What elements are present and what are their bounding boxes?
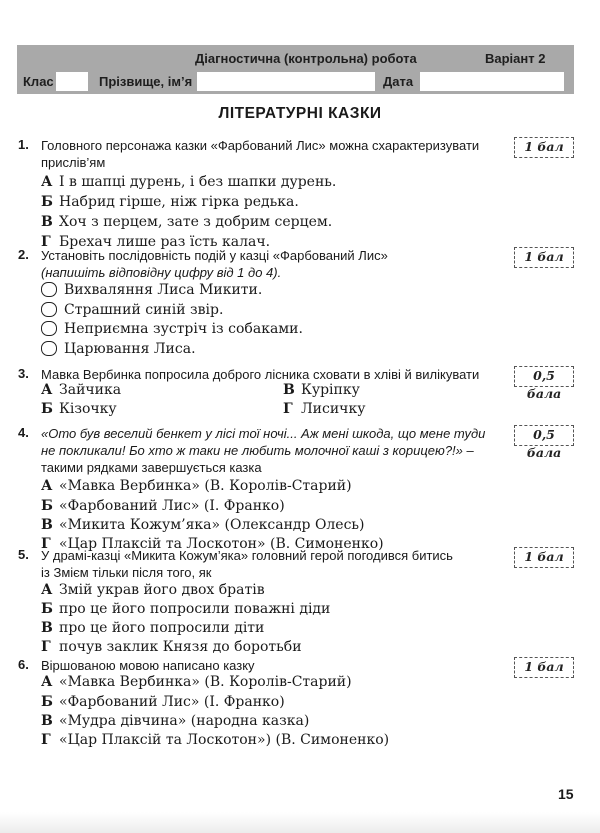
question-text xyxy=(41,547,491,581)
question-number: 1. xyxy=(18,137,29,152)
option-text: «Цар Плаксій та Лоскотон» (В. Симоненко) xyxy=(59,536,384,552)
question-text xyxy=(41,425,491,476)
question-quote-line: «Ото був веселий бенкет у лісі тої ночі... Аж мені шкода, що мене туди xyxy=(41,426,486,441)
name-field[interactable] xyxy=(197,72,375,91)
option-text: Змій украв його двох братів xyxy=(59,582,265,598)
option-letter: В xyxy=(41,214,53,230)
option-b[interactable] xyxy=(41,600,330,619)
option-letter: Г xyxy=(41,639,51,655)
question-text-line: із Змієм тільки після того, як xyxy=(41,565,212,580)
name-label: Прізвище, ім’я xyxy=(99,74,193,89)
page-heading: ЛІТЕРАТУРНІ КАЗКИ xyxy=(218,105,382,122)
sequence-text: Неприємна зустріч із собаками. xyxy=(64,321,303,337)
sequence-item xyxy=(41,281,262,300)
question-text xyxy=(41,137,491,171)
option-letter: Г xyxy=(41,536,51,552)
option-text: «Мавка Вербинка» (В. Королів-Старий) xyxy=(59,478,352,494)
option-h[interactable] xyxy=(41,638,302,657)
question-number: 5. xyxy=(18,547,29,562)
answer-circle-field[interactable] xyxy=(41,341,57,356)
option-letter: А xyxy=(41,674,53,690)
option-letter: А xyxy=(41,478,53,494)
work-title: Діагностична (контрольна) робота xyxy=(195,51,417,66)
sequence-text: Страшний синій звір. xyxy=(64,302,224,318)
option-letter: В xyxy=(41,620,53,636)
option-text: Куріпку xyxy=(301,382,360,398)
option-text: «Мудра дівчина» (народна казка) xyxy=(59,713,310,729)
question-text-line: Головного персонажа казки «Фарбований Лис» можна схарактеризувати xyxy=(41,138,480,153)
option-text: «Микита Кожум’яка» (Олександр Олесь) xyxy=(59,517,365,533)
option-letter: Б xyxy=(41,401,53,417)
option-h[interactable] xyxy=(41,731,389,750)
option-text: Зайчика xyxy=(59,382,122,398)
option-letter: Г xyxy=(41,234,51,250)
option-text: Набрид гірше, ніж гірка редька. xyxy=(59,194,299,210)
option-letter: Б xyxy=(41,601,53,617)
score-box: 0,5 бала xyxy=(514,366,574,387)
class-label: Клас xyxy=(23,74,54,89)
sequence-text: Царювання Лиса. xyxy=(64,341,196,357)
option-text: почув заклик Князя до боротьби xyxy=(59,639,302,655)
option-letter: Г xyxy=(283,401,293,417)
option-text: І в шапці дурень, і без шапки дурень. xyxy=(59,174,337,190)
option-letter: Б xyxy=(41,194,53,210)
option-a[interactable] xyxy=(41,381,121,400)
option-v[interactable] xyxy=(41,516,365,535)
option-a[interactable] xyxy=(41,173,336,192)
variant-label: Варіант 2 xyxy=(485,51,546,66)
option-text: «Мавка Вербинка» (В. Королів-Старий) xyxy=(59,674,352,690)
option-v[interactable] xyxy=(41,213,332,232)
score-box: 1 бал xyxy=(514,137,574,158)
option-h[interactable] xyxy=(283,400,365,419)
answer-circle-field[interactable] xyxy=(41,282,57,297)
score-box: 1 бал xyxy=(514,247,574,268)
question-text-line: прислів’ям xyxy=(41,155,106,170)
sequence-item xyxy=(41,340,196,359)
question-text-line: У драмі-казці «Микита Кожум’яка» головний герой погодився битись xyxy=(41,548,453,563)
answer-circle-field[interactable] xyxy=(41,321,57,336)
question-number: 6. xyxy=(18,657,29,672)
option-letter: А xyxy=(41,382,53,398)
question-instruction: (напишіть відповідну цифру від 1 до 4). xyxy=(41,265,282,280)
sequence-item xyxy=(41,301,223,320)
question-text-line: Мавка Вербинка попросила доброго лісника сховати в хліві й вилікувати xyxy=(41,367,480,382)
question-text-line: такими рядками завершується казка xyxy=(41,460,262,475)
option-text: Брехач лише раз їсть калач. xyxy=(59,234,271,250)
option-text: «Цар Плаксій та Лоскотон») (В. Симоненко) xyxy=(59,732,390,748)
option-text: Кізочку xyxy=(59,401,117,417)
question-number: 2. xyxy=(18,247,29,262)
question-text-line: Віршованою мовою написано казку xyxy=(41,658,255,673)
option-b[interactable] xyxy=(41,193,299,212)
class-field[interactable] xyxy=(56,72,88,91)
option-a[interactable] xyxy=(41,673,352,692)
option-letter: Б xyxy=(41,694,53,710)
option-letter: В xyxy=(283,382,295,398)
question-number: 4. xyxy=(18,425,29,440)
option-b[interactable] xyxy=(41,400,117,419)
question-number: 3. xyxy=(18,366,29,381)
header-band xyxy=(17,45,574,94)
option-letter: В xyxy=(41,517,53,533)
question-text xyxy=(41,657,491,674)
option-v[interactable] xyxy=(41,712,309,731)
option-text: про це його попросили поважні діди xyxy=(59,601,331,617)
score-box: 0,5 бала xyxy=(514,425,574,446)
score-box: 1 бал xyxy=(514,657,574,678)
question-quote-line: не покликали! Бо хто ж таки не любить молочної каші з корицею?!» – xyxy=(41,443,474,458)
scan-edge xyxy=(0,812,600,833)
option-v[interactable] xyxy=(41,619,264,638)
option-text: Хоч з перцем, зате з добрим серцем. xyxy=(59,214,333,230)
date-label: Дата xyxy=(383,74,414,89)
option-text: «Фарбований Лис» (І. Франко) xyxy=(59,498,285,514)
option-text: про це його попросили діти xyxy=(59,620,265,636)
score-box: 1 бал xyxy=(514,547,574,568)
option-b[interactable] xyxy=(41,497,285,516)
sequence-item xyxy=(41,320,303,339)
answer-circle-field[interactable] xyxy=(41,302,57,317)
option-letter: Г xyxy=(41,732,51,748)
date-field[interactable] xyxy=(420,72,564,91)
question-text xyxy=(41,247,491,281)
option-letter: А xyxy=(41,174,53,190)
option-text: Лисичку xyxy=(301,401,366,417)
question-text-line: Установіть послідовність подій у казці «Фарбований Лис» xyxy=(41,248,388,263)
page-number: 15 xyxy=(558,786,574,802)
option-letter: А xyxy=(41,582,53,598)
option-letter: В xyxy=(41,713,53,729)
option-b[interactable] xyxy=(41,693,285,712)
option-a[interactable] xyxy=(41,477,352,496)
option-a[interactable] xyxy=(41,581,265,600)
sequence-text: Вихваляння Лиса Микити. xyxy=(64,282,263,298)
option-letter: Б xyxy=(41,498,53,514)
option-v[interactable] xyxy=(283,381,360,400)
option-text: «Фарбований Лис» (І. Франко) xyxy=(59,694,285,710)
